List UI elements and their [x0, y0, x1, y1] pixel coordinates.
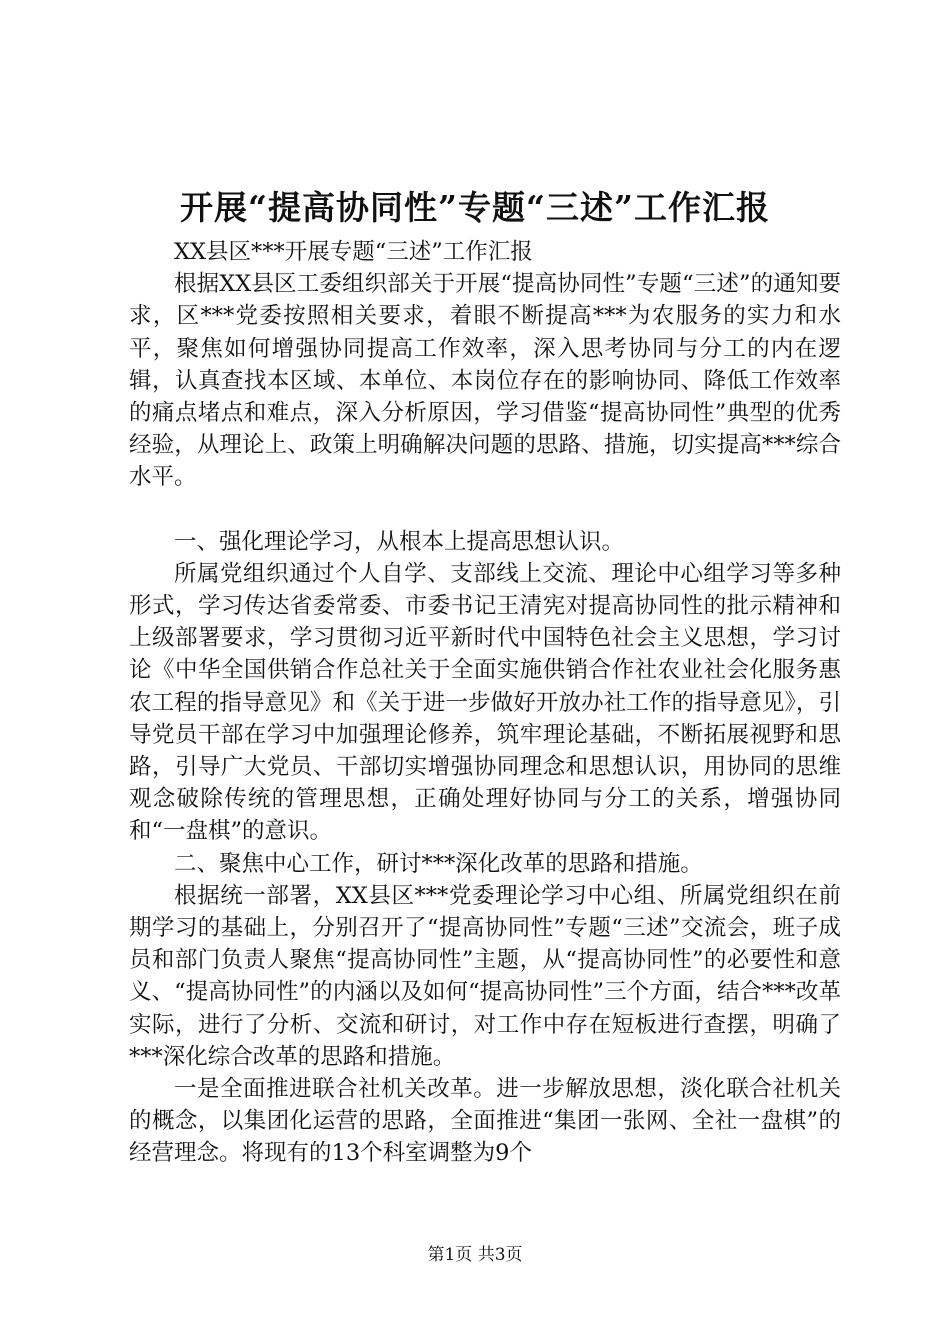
intro-paragraph: 根据XX县区工委组织部关于开展“提高协同性”专题“三述”的通知要求，区***党委按照相关要求，着眼不断提高***为农服务的实力和水平，聚焦如何增强协同提高工作效率，深入思考协同与分工的内在逻辑，认真查找本区域、本单位、本岗位存在的影响协同、降低工作效率的痛点堵点和难点，深入分析原因，学习借鉴“提高协同性”典型的优秀经验，从理论上、政策上明确解决问题的思路、措施，切实提高***综合水平。 — [129, 271, 841, 491]
report-heading-paragraph: XX县区***开展专题“三述”工作汇报 — [174, 239, 533, 265]
document-body — [129, 236, 841, 1170]
page-footer: 第1页 共3页 — [427, 1245, 523, 1265]
section-heading-2: 二、聚焦中心工作，研讨***深化改革的思路和措施。 — [174, 850, 703, 877]
section-heading-1: 一、强化理论学习，从根本上提高思想认识。 — [174, 528, 625, 555]
section-2-paragraph: 根据统一部署，XX县区***党委理论学习中心组、所属党组织在前期学习的基础上，分别召开了“提高协同性”专题“三述”交流会，班子成员和部门负责人聚焦“提高协同性”主题，从“提高协同性”的必要性和意义、“提高协同性”的内涵以及如何“提高协同性”三个方面，结合***改革实际，进行了分析、交流和研讨，对工作中存在短板进行查摆，明确了***深化综合改革的思路和措施。 — [129, 882, 841, 1070]
section-1-paragraph: 所属党组织通过个人自学、支部线上交流、理论中心组学习等多种形式，学习传达省委常委、市委书记王清宪对提高协同性的批示精神和上级部署要求，学习贯彻习近平新时代中国特色社会主义思想，学习讨论《中华全国供销合作总社关于全面实施供销合作社农业社会化服务惠农工程的指导意见》和《关于进一步做好开放办社工作的指导意见》，引导党员干部在学习中加强理论修养，筑牢理论基础，不断拓展视野和思路，引导广大党员、干部切实增强协同理念和思想认识，用协同的思维观念破除传统的管理思想，正确处理好协同与分工的关系，增强协同和“一盘棋”的意识。 — [129, 560, 841, 845]
document-title: 开展“提高协同性”专题“三述”工作汇报 — [180, 188, 770, 227]
reform-paragraph: 一是全面推进联合社机关改革。进一步解放思想，淡化联合社机关的概念，以集团化运营的思路，全面推进“集团一张网、全社一盘棋”的经营理念。将现有的13个科室调整为9个 — [129, 1076, 841, 1167]
